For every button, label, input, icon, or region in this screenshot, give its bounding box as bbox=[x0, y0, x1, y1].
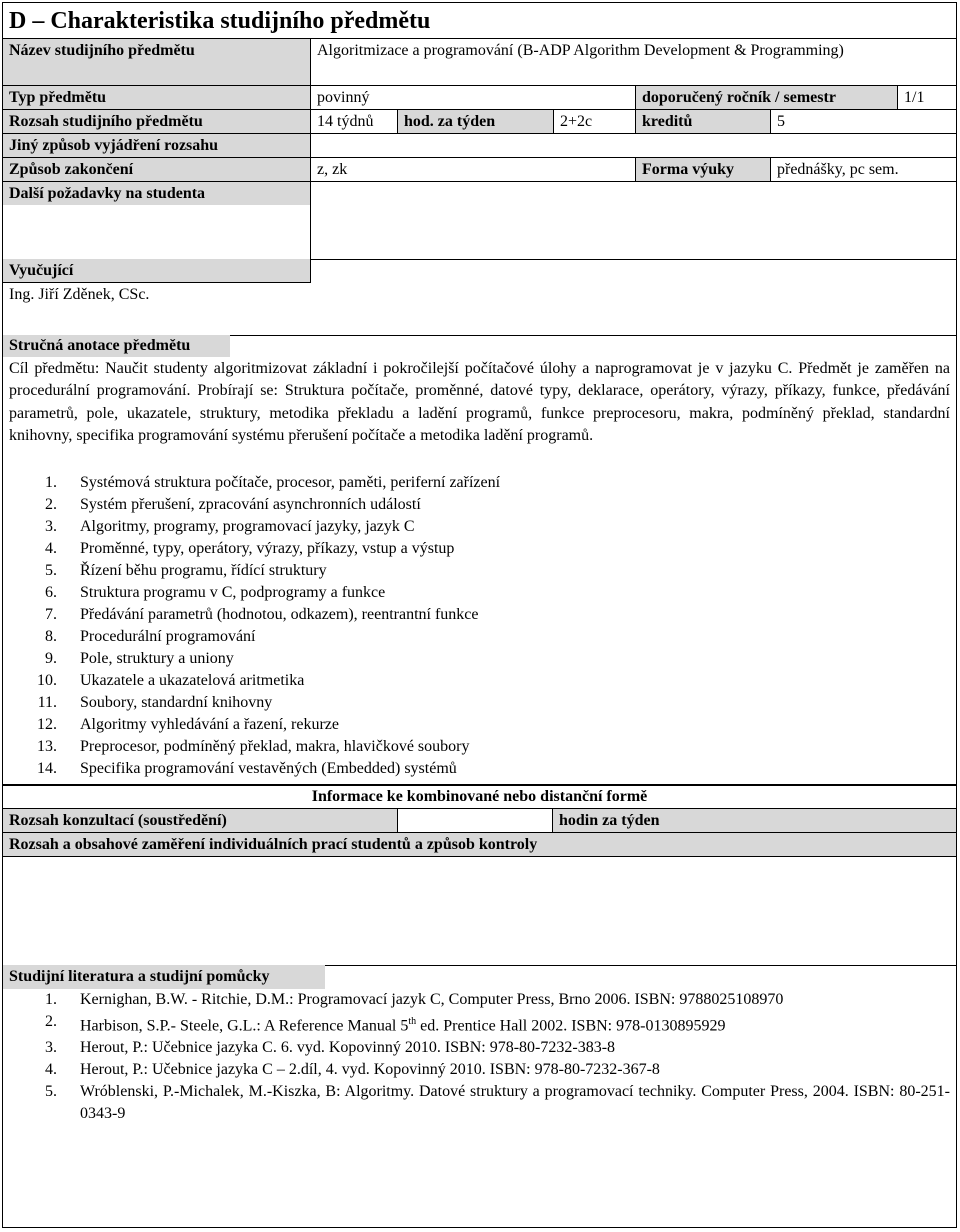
typ-label: Typ předmětu bbox=[3, 86, 310, 109]
row-jiny bbox=[3, 133, 956, 157]
list-item: 2. Harbison, S.P.- Steele, G.L.: A Reference Manual 5th ed. Prentice Hall 2002. ISBN: 978-0130895929 bbox=[45, 1013, 726, 1035]
list-item: 6. Struktura programu v C, podprogramy a funkce bbox=[45, 584, 386, 601]
page-title: D – Charakteristika studijního předmětu bbox=[9, 8, 431, 34]
kredit-label: kreditů bbox=[635, 110, 770, 133]
list-item: 10. Ukazatele a ukazatelová aritmetika bbox=[37, 672, 305, 689]
list-item: 3. Algoritmy, programy, programovací jazyky, jazyk C bbox=[45, 518, 415, 535]
jiny-label: Jiný způsob vyjádření rozsahu bbox=[3, 134, 310, 157]
list-item: 9. Pole, struktury a uniony bbox=[45, 650, 234, 667]
hod-label: hod. za týden bbox=[397, 110, 553, 133]
row-konzultace bbox=[3, 808, 956, 832]
zakonceni-value: z, zk bbox=[310, 158, 635, 181]
row-rozsah bbox=[3, 109, 956, 133]
kredit-value: 5 bbox=[770, 110, 956, 133]
dalsi-value-box bbox=[310, 181, 956, 259]
nazev-label: Název studijního předmětu bbox=[3, 39, 310, 85]
forma-label: Forma výuky bbox=[635, 158, 770, 181]
vyucujici-name: Ing. Jiří Zděnek, CSc. bbox=[9, 286, 150, 303]
list-item: 5. Wróblenski, P.-Michalek, M.-Kiszka, B: Algoritmy. Datové struktury a programovací techniky. Computer Press, 2004. ISBN: 80-251-0343-9 bbox=[45, 1083, 950, 1123]
konzultace-label: Rozsah konzultací (soustředění) bbox=[3, 809, 397, 832]
list-item: 3. Herout, P.: Učebnice jazyka C. 6. vyd. Kopovinný 2010. ISBN: 978-80-7232-383-8 bbox=[45, 1039, 616, 1057]
list-item: 1. Systémová struktura počítače, procesor, paměti, periferní zařízení bbox=[45, 474, 501, 491]
list-item: 4. Proměnné, typy, operátory, výrazy, příkazy, vstup a výstup bbox=[45, 540, 455, 557]
list-item: 7. Předávání parametrů (hodnotou, odkazem), reentrantní funkce bbox=[45, 606, 479, 623]
list-item: 11. Soubory, standardní knihovny bbox=[37, 694, 273, 711]
kombinovana-header: Informace ke kombinované nebo distanční formě bbox=[3, 784, 956, 808]
hodin-label: hodin za týden bbox=[553, 809, 956, 832]
anotace-label: Stručná anotace předmětu bbox=[3, 335, 230, 357]
dalsi-label: Další požadavky na studenta bbox=[3, 182, 310, 205]
topics-list bbox=[3, 472, 950, 780]
list-item: 12. Algoritmy vyhledávání a řazení, rekurze bbox=[37, 716, 339, 733]
list-item: 4. Herout, P.: Učebnice jazyka C – 2.díl, 4. vyd. Kopovinný 2010. ISBN: 978-80-7232-367-8 bbox=[45, 1061, 660, 1079]
rozsah-tydnu: 14 týdnů bbox=[310, 110, 397, 133]
row-zakonceni bbox=[3, 157, 956, 181]
list-item: 5. Řízení běhu programu, řídící struktury bbox=[45, 562, 327, 579]
rozsah-label: Rozsah studijního předmětu bbox=[3, 110, 310, 133]
konzultace-value bbox=[397, 809, 553, 832]
jiny-value bbox=[310, 134, 956, 157]
list-item: 14. Specifika programování vestavěných (Embedded) systémů bbox=[37, 760, 457, 777]
row-nazev bbox=[3, 38, 956, 85]
prace-label: Rozsah a obsahové zaměření individuálních prací studentů a způsob kontroly bbox=[3, 833, 956, 856]
rocnik-value: 1/1 bbox=[897, 86, 956, 109]
nazev-value: Algoritmizace a programování (B-ADP Algorithm Development & Programming) bbox=[310, 39, 956, 85]
zakonceni-label: Způsob zakončení bbox=[3, 158, 310, 181]
forma-value: přednášky, pc sem. bbox=[770, 158, 956, 181]
rocnik-label: doporučený ročník / semestr bbox=[635, 86, 897, 109]
row-typ bbox=[3, 85, 956, 109]
literatura-label: Studijní literatura a studijní pomůcky bbox=[3, 965, 325, 989]
typ-value: povinný bbox=[310, 86, 635, 109]
list-item: 1. Kernighan, B.W. - Ritchie, D.M.: Programovací jazyk C, Computer Press, Brno 2006. ISBN: 9788025108970 bbox=[45, 991, 784, 1008]
literature-list bbox=[3, 989, 950, 1125]
row-prace bbox=[3, 832, 956, 856]
hod-value: 2+2c bbox=[553, 110, 635, 133]
list-item: 8. Procedurální programování bbox=[45, 628, 256, 645]
list-item: 2. Systém přerušení, zpracování asynchronních událostí bbox=[45, 496, 421, 513]
list-item: 13. Preprocesor, podmíněný překlad, makra, hlavičkové soubory bbox=[37, 738, 470, 755]
vyucujici-label: Vyučující bbox=[3, 259, 310, 283]
course-sheet bbox=[2, 2, 957, 1228]
anotace-text: Cíl předmětu: Naučit studenty algoritmizovat základní i pokročilejší počítačové úlohy a naprogramovat je v jazyku C. Předmět je zaměřen na procedurální programování. Probírají se: Struktura počítače, proměnné, datové typy, deklarace, operátory, výrazy, příkazy, funkce, předávání parametrů, pole, ukazatele, struktury, metodika překladu a ladění programů, funkce preprocesoru, makra, podmíněný překlad, standardní knihovny, specifika programování systému přerušení počítače a metodika ladění programů. bbox=[9, 360, 950, 444]
